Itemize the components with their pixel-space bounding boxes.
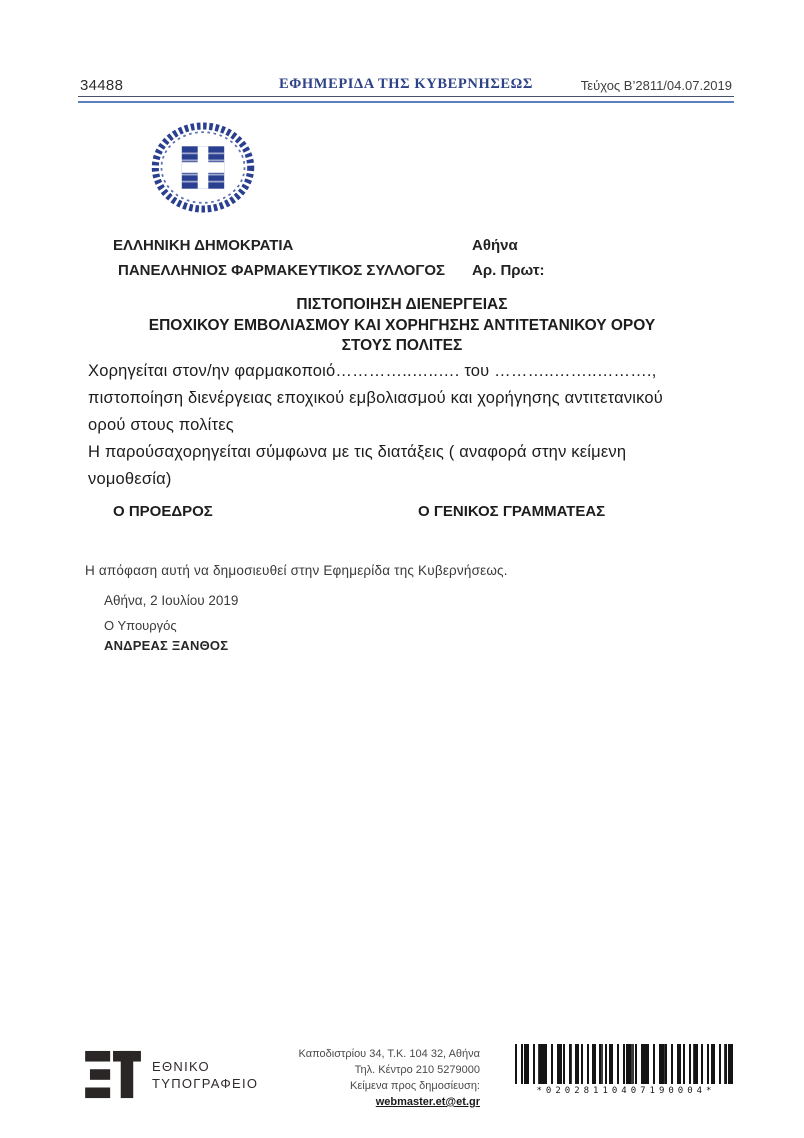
footer-phone: Τηλ. Κέντρο 210 5279000 (354, 1064, 480, 1076)
header-rule-dark (78, 96, 734, 97)
gazette-title: ΕΦΗΜΕΡΙΔΑ ΤΗΣ ΚΥΒΕΡΝΗΣΕΩΣ (279, 76, 533, 92)
document-title (70, 295, 734, 357)
org-name-line1: ΕΛΛΗΝΙΚΗ ΔΗΜΟΚΡΑΤΙΑ (113, 237, 294, 254)
title-line1: ΠΙΣΤΟΠΟΙΗΣΗ ΔΙΕΝΕΡΓΕΙΑΣ (296, 296, 508, 313)
signature-row (0, 503, 804, 523)
title-line2: ΕΠΟΧΙΚΟΥ ΕΜΒΟΛΙΑΣΜΟΥ ΚΑΙ ΧΟΡΗΓΗΣΗΣ ΑΝΤΙΤΕΤΑΝΙΚΟΥ ΟΡΟΥ (148, 316, 656, 334)
greek-coat-of-arms-icon (150, 121, 256, 214)
signatory-title: Ο Υπουργός (104, 618, 177, 633)
org-name-line2: ΠΑΝΕΛΛΗΝΙΟΣ ΦΑΡΜΑΚΕΥΤΙΚΟΣ ΣΥΛΛΟΓΟΣ (118, 262, 446, 279)
letterhead-protocol (472, 233, 545, 283)
body-line4: Η παρούσαχορηγείται σύμφωνα με τις διατάξεις ( αναφορά στην κείμενη (88, 443, 627, 461)
body-line2: πιστοποίηση διενέργειας εποχικού εμβολιασμού και χορήγησης αντιτετανικού (88, 389, 664, 407)
page-number: 34488 (80, 77, 124, 94)
body-line1: Χορηγείται στον/ην φαρμακοποιό…………..…..…. του ………..……..………., (88, 362, 657, 380)
issue-barcode (515, 1044, 737, 1084)
signature-secretary: Ο ΓΕΝΙΚΟΣ ΓΡΑΜΜΑΤΕΑΣ (418, 503, 606, 520)
printer-name (152, 1058, 258, 1092)
footer-address: Καποδιστρίου 34, Τ.Κ. 104 32, Αθήνα (298, 1048, 480, 1060)
page-header (80, 76, 732, 94)
body-line3: ορού στους πολίτες (88, 416, 234, 434)
printer-name-line1: ΕΘΝΙΚΟ (152, 1059, 210, 1074)
issue-info: Τεύχος Β’2811/04.07.2019 (580, 78, 732, 93)
footer-contact (270, 1046, 480, 1110)
barcode-digits: *02028110407190004* (536, 1086, 716, 1096)
letterhead-org (113, 233, 445, 283)
printer-name-line2: ΤΥΠΟΓΡΑΦΕΙΟ (152, 1076, 259, 1091)
title-line3: ΣΤΟΥΣ ΠΟΛΙΤΕΣ (341, 337, 463, 354)
footer-submit-line (270, 1078, 480, 1110)
national-printing-house-logo-icon (85, 1050, 143, 1100)
signatory-name: ΑΝΔΡΕΑΣ ΞΑΝΘΟΣ (104, 638, 229, 653)
footer-submit-label: Κείμενα προς δημοσίευση: (350, 1080, 480, 1092)
body-line5: νομοθεσία) (88, 470, 172, 488)
protocol-label: Αρ. Πρωτ: (472, 262, 545, 279)
publish-statement: Η απόφαση αυτή να δημοσιευθεί στην Εφημερίδα της Κυβερνήσεως. (85, 563, 508, 578)
document-body (88, 358, 720, 493)
decision-date: Αθήνα, 2 Ιουλίου 2019 (104, 593, 239, 608)
header-rule-blue (78, 101, 734, 103)
signature-president: Ο ΠΡΟΕΔΡΟΣ (113, 503, 213, 520)
city-label: Αθήνα (472, 237, 518, 254)
webmaster-email-link[interactable]: webmaster.et@et.gr (375, 1096, 480, 1108)
